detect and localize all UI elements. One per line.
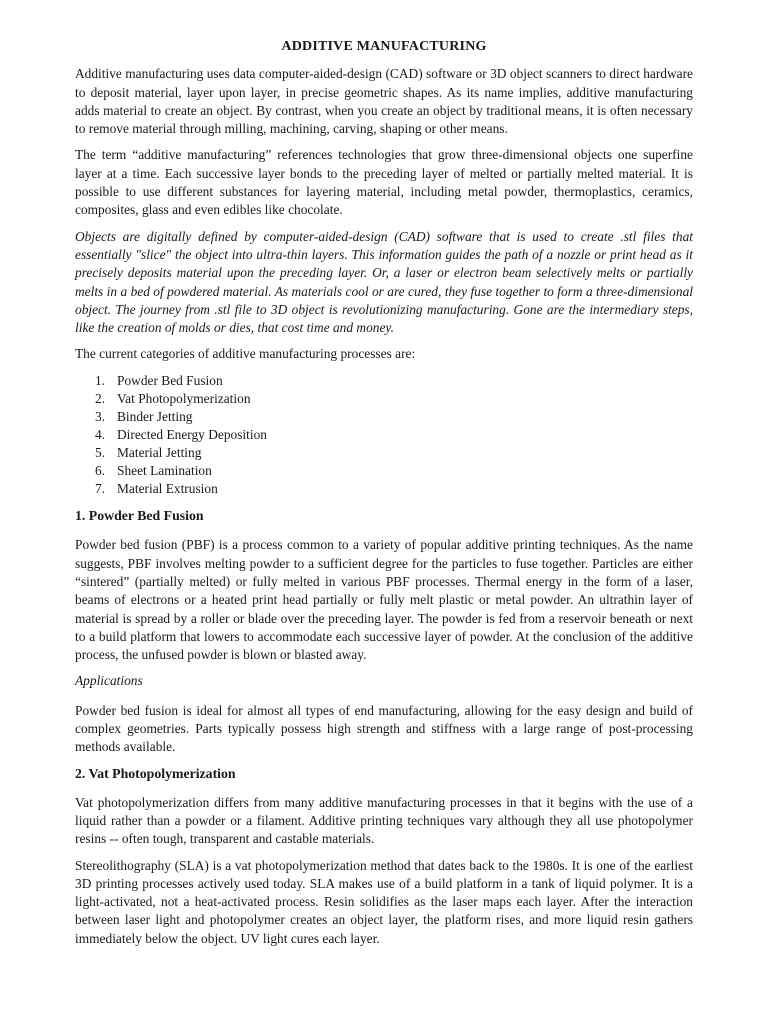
applications-subheading: Applications — [75, 673, 143, 689]
list-item-label: Material Jetting — [117, 445, 202, 461]
categories-list — [75, 372, 693, 499]
list-item-number: 4. — [95, 427, 106, 443]
section-heading-vat-photopolymerization: 2. Vat Photopolymerization — [75, 765, 236, 781]
list-item-number: 6. — [95, 463, 106, 479]
section1-applications: Powder bed fusion is ideal for almost all types of end manufacturing, allowing for the easy design and build of complex geometries. Parts typically possess high strength and stiffness with a large range of post-processing methods available. — [75, 702, 693, 755]
italic-paragraph: Objects are digitally defined by computer-aided-design (CAD) software that is used to create .stl files that essentially "slice" the object into ultra-thin layers. This information guides the path of a nozzle or print head as it precisely deposits material upon the preceding layer. Or, a laser or electron beam selectively melts or partially melts in a bed of powdered material. As materials cool or are cured, they fuse together to form a three-dimensional object. The journey from .stl file to 3D object is revolutionizing manufacturing. Gone are the intermediary steps, like the creation of molds or dies, that cost time and money. — [75, 228, 693, 336]
document-page — [75, 38, 693, 956]
list-item-label: Sheet Lamination — [117, 463, 212, 479]
intro-paragraph-1: Additive manufacturing uses data computer-aided-design (CAD) software or 3D object scanners to direct hardware to deposit material, layer upon layer, in precise geometric shapes. As its name implies, additive manufacturing adds material to create an object. By contrast, when you create an object by traditional means, it is often necessary to remove material through milling, machining, carving, shaping or other means. — [75, 66, 693, 137]
list-item — [75, 372, 693, 390]
list-item-label: Binder Jetting — [117, 408, 193, 424]
section-heading-powder-bed-fusion: 1. Powder Bed Fusion — [75, 508, 204, 524]
list-item-number: 5. — [95, 445, 106, 461]
list-item — [75, 408, 693, 426]
list-item — [75, 444, 693, 462]
list-item-label: Material Extrusion — [117, 481, 218, 497]
list-item-number: 1. — [95, 372, 106, 388]
list-item-label: Directed Energy Deposition — [117, 427, 267, 443]
list-item-number: 2. — [95, 390, 106, 406]
list-item-number: 3. — [95, 408, 106, 424]
list-item — [75, 480, 693, 498]
list-item-label: Vat Photopolymerization — [117, 390, 251, 406]
categories-intro: The current categories of additive manufacturing processes are: — [75, 346, 416, 362]
list-item — [75, 462, 693, 480]
document-title: ADDITIVE MANUFACTURING — [281, 39, 487, 54]
section2-paragraph-1: Vat photopolymerization differs from many additive manufacturing processes in that it begins with the use of a liquid rather than a powder or a filament. Additive printing techniques vary although they all use photopolymer resins -- often tough, transparent and castable materials. — [75, 794, 693, 847]
list-item-label: Powder Bed Fusion — [117, 372, 223, 388]
intro-paragraph-2: The term “additive manufacturing” references technologies that grow three-dimensional objects one superfine layer at a time. Each successive layer bonds to the preceding layer of melted or partially melted material. It is possible to use different substances for layering material, including metal powder, thermoplastics, ceramics, composites, glass and even edibles like chocolate. — [75, 147, 693, 218]
section2-paragraph-2: Stereolithography (SLA) is a vat photopolymerization method that dates back to the 1980s. It is one of the earliest 3D printing processes actively used today. SLA makes use of a build platform in a tank of liquid polymer. It is a light-activated, not a heat-activated process. Resin solidifies as the laser maps each layer. After the interaction between laser light and photopolymer creates an object layer, the platform rises, and more liquid resin gathers immediately below the object. UV light cures each layer. — [75, 857, 693, 946]
list-item — [75, 426, 693, 444]
list-item — [75, 390, 693, 408]
list-item-number: 7. — [95, 481, 106, 497]
section1-paragraph: Powder bed fusion (PBF) is a process common to a variety of popular additive printing techniques. As the name suggests, PBF involves melting powder to a sufficient degree for the particles to fuse together. Particles are either “sintered” (partially melted) or fully melted in various PBF processes. Thermal energy in the form of a laser, beams of electrons or a heated print head partially or fully melt plastic or metal powder. An ultrathin layer of material is spread by a roller or blade over the preceding layer. The powder is fed from a reservoir beneath or next to a build platform that lowers to accommodate each successive layer of powder. At the conclusion of the additive process, the unfused powder is blown or blasted away. — [75, 537, 693, 663]
